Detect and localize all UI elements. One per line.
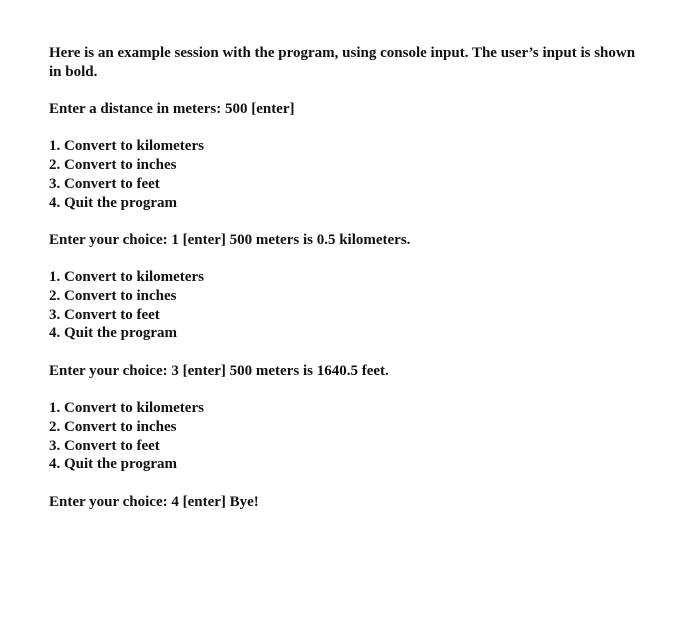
menu-item-feet: 3. Convert to feet bbox=[49, 175, 160, 192]
menu-item-kilometers: 1. Convert to kilometers bbox=[49, 138, 204, 155]
menu-item-inches: 2. Convert to inches bbox=[49, 288, 177, 305]
choice-1-line: Enter your choice: 1 [enter] 500 meters is 0.5 kilometers. bbox=[49, 231, 411, 248]
document-page bbox=[49, 44, 649, 530]
menu-block-1 bbox=[49, 137, 649, 212]
menu-item-quit: 4. Quit the program bbox=[49, 194, 178, 211]
menu-item-kilometers: 1. Convert to kilometers bbox=[49, 400, 204, 417]
choice-4-line: Enter your choice: 4 [enter] Bye! bbox=[49, 493, 259, 510]
menu-item-inches: 2. Convert to inches bbox=[49, 418, 177, 435]
intro-paragraph: Here is an example session with the program, using console input. The user’s input is shown in bold. bbox=[49, 45, 636, 80]
menu-item-kilometers: 1. Convert to kilometers bbox=[49, 269, 204, 286]
menu-item-feet: 3. Convert to feet bbox=[49, 306, 160, 323]
distance-prompt-line: Enter a distance in meters: 500 [enter] bbox=[49, 101, 295, 118]
choice-3-line: Enter your choice: 3 [enter] 500 meters is 1640.5 feet. bbox=[49, 362, 389, 379]
menu-block-2 bbox=[49, 268, 649, 343]
menu-item-inches: 2. Convert to inches bbox=[49, 157, 177, 174]
menu-block-3 bbox=[49, 399, 649, 474]
menu-item-quit: 4. Quit the program bbox=[49, 325, 178, 342]
menu-item-quit: 4. Quit the program bbox=[49, 456, 178, 473]
menu-item-feet: 3. Convert to feet bbox=[49, 437, 160, 454]
